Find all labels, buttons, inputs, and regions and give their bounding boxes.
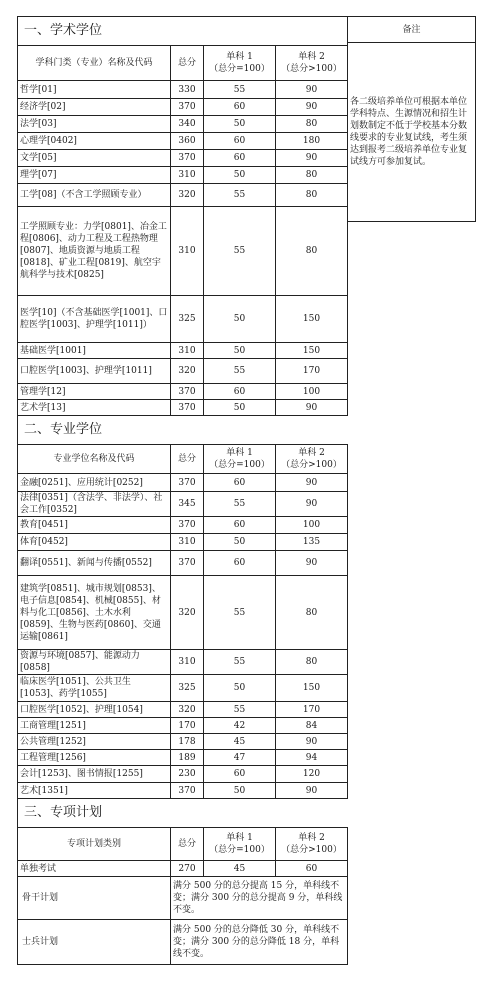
row-total: 370 [171, 474, 204, 492]
row-name: 理学[07] [18, 167, 171, 184]
row-total: 340 [171, 116, 204, 133]
header-row [18, 445, 348, 474]
table-row [18, 184, 348, 207]
table-row [18, 384, 348, 400]
row-name: 医学[10]（不含基础医学[1001]、口腔医学[1003]、护理学[1011]） [18, 296, 171, 343]
special-plan-text: 满分 500 分的总分提高 15 分，单科线不变；满分 300 分的总分提高 9 分，单科线不变。 [171, 877, 348, 920]
row-single-1: 55 [204, 359, 276, 384]
row-name: 工商管理[1251] [18, 718, 171, 734]
row-single-1: 60 [204, 517, 276, 534]
row-name: 建筑学[0851]、城市规划[0853]、电子信息[0854]、机械[0855]、材料与化工[0856]、土木水利[0859]、生物与医药[0860]、交通运输[0861] [18, 576, 171, 650]
special-plan-name: 士兵计划 [18, 920, 171, 965]
row-name: 体育[0452] [18, 534, 171, 551]
row-name: 资源与环境[0857]、能源动力[0858] [18, 650, 171, 675]
header-name: 专项计划类别 [18, 828, 171, 861]
row-single-1: 55 [204, 81, 276, 99]
section-1-title-row [18, 17, 348, 46]
row-name: 艺术学[13] [18, 400, 171, 416]
row-single-2: 120 [276, 766, 348, 783]
section-3-title-row [18, 799, 348, 828]
header-single-2: 单科 2 （总分>100） [276, 828, 348, 861]
table-row [18, 551, 348, 576]
row-total: 325 [171, 296, 204, 343]
row-single-1: 50 [204, 400, 276, 416]
row-single-2: 60 [276, 861, 348, 877]
header-name: 专业学位名称及代码 [18, 445, 171, 474]
row-single-2: 90 [276, 150, 348, 167]
table-row [18, 766, 348, 783]
table-row [18, 675, 348, 702]
header-row [18, 828, 348, 861]
row-total: 325 [171, 675, 204, 702]
row-total: 310 [171, 167, 204, 184]
header-single-1: 单科 1 （总分=100） [204, 828, 276, 861]
table-row [18, 133, 348, 150]
row-name: 临床医学[1051]、公共卫生[1053]、药学[1055] [18, 675, 171, 702]
row-total: 189 [171, 750, 204, 766]
table-row [18, 650, 348, 675]
row-single-1: 50 [204, 296, 276, 343]
row-single-1: 55 [204, 207, 276, 296]
row-single-2: 100 [276, 384, 348, 400]
row-name: 文学[05] [18, 150, 171, 167]
row-name: 工程管理[1256] [18, 750, 171, 766]
row-total: 170 [171, 718, 204, 734]
row-single-2: 94 [276, 750, 348, 766]
row-name: 单独考试 [18, 861, 171, 877]
table-row [18, 702, 348, 718]
row-single-2: 90 [276, 81, 348, 99]
row-total: 178 [171, 734, 204, 750]
header-row [18, 46, 348, 81]
row-single-2: 170 [276, 702, 348, 718]
special-plan-row [18, 920, 348, 965]
row-single-2: 80 [276, 207, 348, 296]
row-single-2: 150 [276, 296, 348, 343]
row-total: 370 [171, 400, 204, 416]
header-total: 总分 [171, 46, 204, 81]
special-plan-text: 满分 500 分的总分降低 30 分，单科线不变；满分 300 分的总分降低 18 分，单科线不变。 [171, 920, 348, 965]
row-single-2: 170 [276, 359, 348, 384]
section-2-title: 二、专业学位 [18, 416, 348, 445]
row-single-2: 100 [276, 517, 348, 534]
table-row [18, 99, 348, 116]
special-plan-name: 骨干计划 [18, 877, 171, 920]
row-total: 330 [171, 81, 204, 99]
row-single-2: 84 [276, 718, 348, 734]
row-single-1: 60 [204, 150, 276, 167]
row-total: 310 [171, 207, 204, 296]
row-total: 320 [171, 576, 204, 650]
special-plan-row [18, 877, 348, 920]
row-total: 370 [171, 783, 204, 799]
row-name: 艺术[1351] [18, 783, 171, 799]
row-total: 310 [171, 534, 204, 551]
table-row [18, 861, 348, 877]
row-total: 370 [171, 517, 204, 534]
row-single-1: 50 [204, 116, 276, 133]
row-single-2: 80 [276, 116, 348, 133]
row-single-2: 90 [276, 99, 348, 116]
row-single-1: 50 [204, 343, 276, 359]
row-name: 口腔医学[1052]、护理[1054] [18, 702, 171, 718]
row-single-1: 60 [204, 551, 276, 576]
row-name: 基础医学[1001] [18, 343, 171, 359]
row-single-1: 55 [204, 184, 276, 207]
row-name: 工学照顾专业：力学[0801]、冶金工程[0806]、动力工程及工程热物理[0807]、地质资源与地质工程 [0818]、矿业工程[0819]、航空宇航科学与技术[0825] [18, 207, 171, 296]
row-total: 320 [171, 184, 204, 207]
table-row [18, 517, 348, 534]
remarks-title: 备注 [348, 17, 476, 43]
table-row [18, 576, 348, 650]
row-single-1: 60 [204, 766, 276, 783]
row-total: 345 [171, 492, 204, 517]
row-total: 360 [171, 133, 204, 150]
row-name: 哲学[01] [18, 81, 171, 99]
row-single-1: 55 [204, 702, 276, 718]
section-3-title: 三、专项计划 [18, 799, 348, 828]
row-single-2: 90 [276, 734, 348, 750]
header-total: 总分 [171, 445, 204, 474]
table-row [18, 534, 348, 551]
row-single-1: 60 [204, 99, 276, 116]
table-row [18, 116, 348, 133]
row-name: 法学[03] [18, 116, 171, 133]
row-single-2: 150 [276, 675, 348, 702]
score-table [17, 16, 348, 965]
row-single-2: 90 [276, 492, 348, 517]
row-single-1: 45 [204, 861, 276, 877]
row-single-2: 80 [276, 184, 348, 207]
row-single-2: 135 [276, 534, 348, 551]
row-name: 教育[0451] [18, 517, 171, 534]
row-single-1: 50 [204, 167, 276, 184]
row-name: 翻译[0551]、新闻与传播[0552] [18, 551, 171, 576]
row-name: 金融[0251]、应用统计[0252] [18, 474, 171, 492]
header-single-1: 单科 1 （总分=100） [204, 445, 276, 474]
row-single-1: 60 [204, 133, 276, 150]
row-name: 管理学[12] [18, 384, 171, 400]
table-row [18, 734, 348, 750]
row-total: 370 [171, 150, 204, 167]
table-row [18, 474, 348, 492]
table-row [18, 296, 348, 343]
row-single-1: 55 [204, 576, 276, 650]
row-single-1: 50 [204, 783, 276, 799]
row-single-1: 42 [204, 718, 276, 734]
row-name: 口腔医学[1003]、护理学[1011] [18, 359, 171, 384]
row-name: 公共管理[1252] [18, 734, 171, 750]
row-single-1: 50 [204, 534, 276, 551]
row-total: 370 [171, 551, 204, 576]
remarks-table [347, 16, 476, 222]
row-single-1: 47 [204, 750, 276, 766]
row-name: 工学[08]（不含工学照顾专业） [18, 184, 171, 207]
table-row [18, 492, 348, 517]
table-row [18, 150, 348, 167]
row-name: 会计[1253]、图书情报[1255] [18, 766, 171, 783]
row-total: 310 [171, 343, 204, 359]
table-row [18, 207, 348, 296]
row-total: 270 [171, 861, 204, 877]
row-name: 法律[0351]（含法学、非法学）、社会工作[0352] [18, 492, 171, 517]
table-row [18, 783, 348, 799]
row-name: 心理学[0402] [18, 133, 171, 150]
table-row [18, 718, 348, 734]
table-row [18, 81, 348, 99]
row-name: 经济学[02] [18, 99, 171, 116]
row-single-2: 80 [276, 650, 348, 675]
row-single-1: 60 [204, 384, 276, 400]
row-total: 310 [171, 650, 204, 675]
table-row [18, 400, 348, 416]
table-row [18, 343, 348, 359]
header-total: 总分 [171, 828, 204, 861]
row-single-2: 80 [276, 167, 348, 184]
table-row [18, 167, 348, 184]
section-2-title-row [18, 416, 348, 445]
row-single-1: 50 [204, 675, 276, 702]
row-single-2: 80 [276, 576, 348, 650]
row-single-1: 55 [204, 492, 276, 517]
header-single-1: 单科 1 （总分=100） [204, 46, 276, 81]
row-single-1: 45 [204, 734, 276, 750]
row-single-2: 150 [276, 343, 348, 359]
row-total: 370 [171, 384, 204, 400]
remarks-text: 各二级培养单位可根据本单位学科特点、生源情况和招生计划数制定不低于学校基本分数线要求的专业复试线，考生须达到报考二级培养单位专业复试线方可参加复试。 [348, 43, 476, 222]
row-total: 320 [171, 702, 204, 718]
row-single-2: 90 [276, 783, 348, 799]
row-total: 230 [171, 766, 204, 783]
table-row [18, 359, 348, 384]
row-total: 320 [171, 359, 204, 384]
row-single-2: 90 [276, 551, 348, 576]
row-single-1: 55 [204, 650, 276, 675]
header-single-2: 单科 2 （总分>100） [276, 46, 348, 81]
header-single-2: 单科 2 （总分>100） [276, 445, 348, 474]
row-single-2: 180 [276, 133, 348, 150]
table-row [18, 750, 348, 766]
section-1-title: 一、学术学位 [18, 17, 348, 46]
row-single-2: 90 [276, 474, 348, 492]
row-single-2: 90 [276, 400, 348, 416]
row-total: 370 [171, 99, 204, 116]
row-single-1: 60 [204, 474, 276, 492]
header-name: 学科门类（专业）名称及代码 [18, 46, 171, 81]
